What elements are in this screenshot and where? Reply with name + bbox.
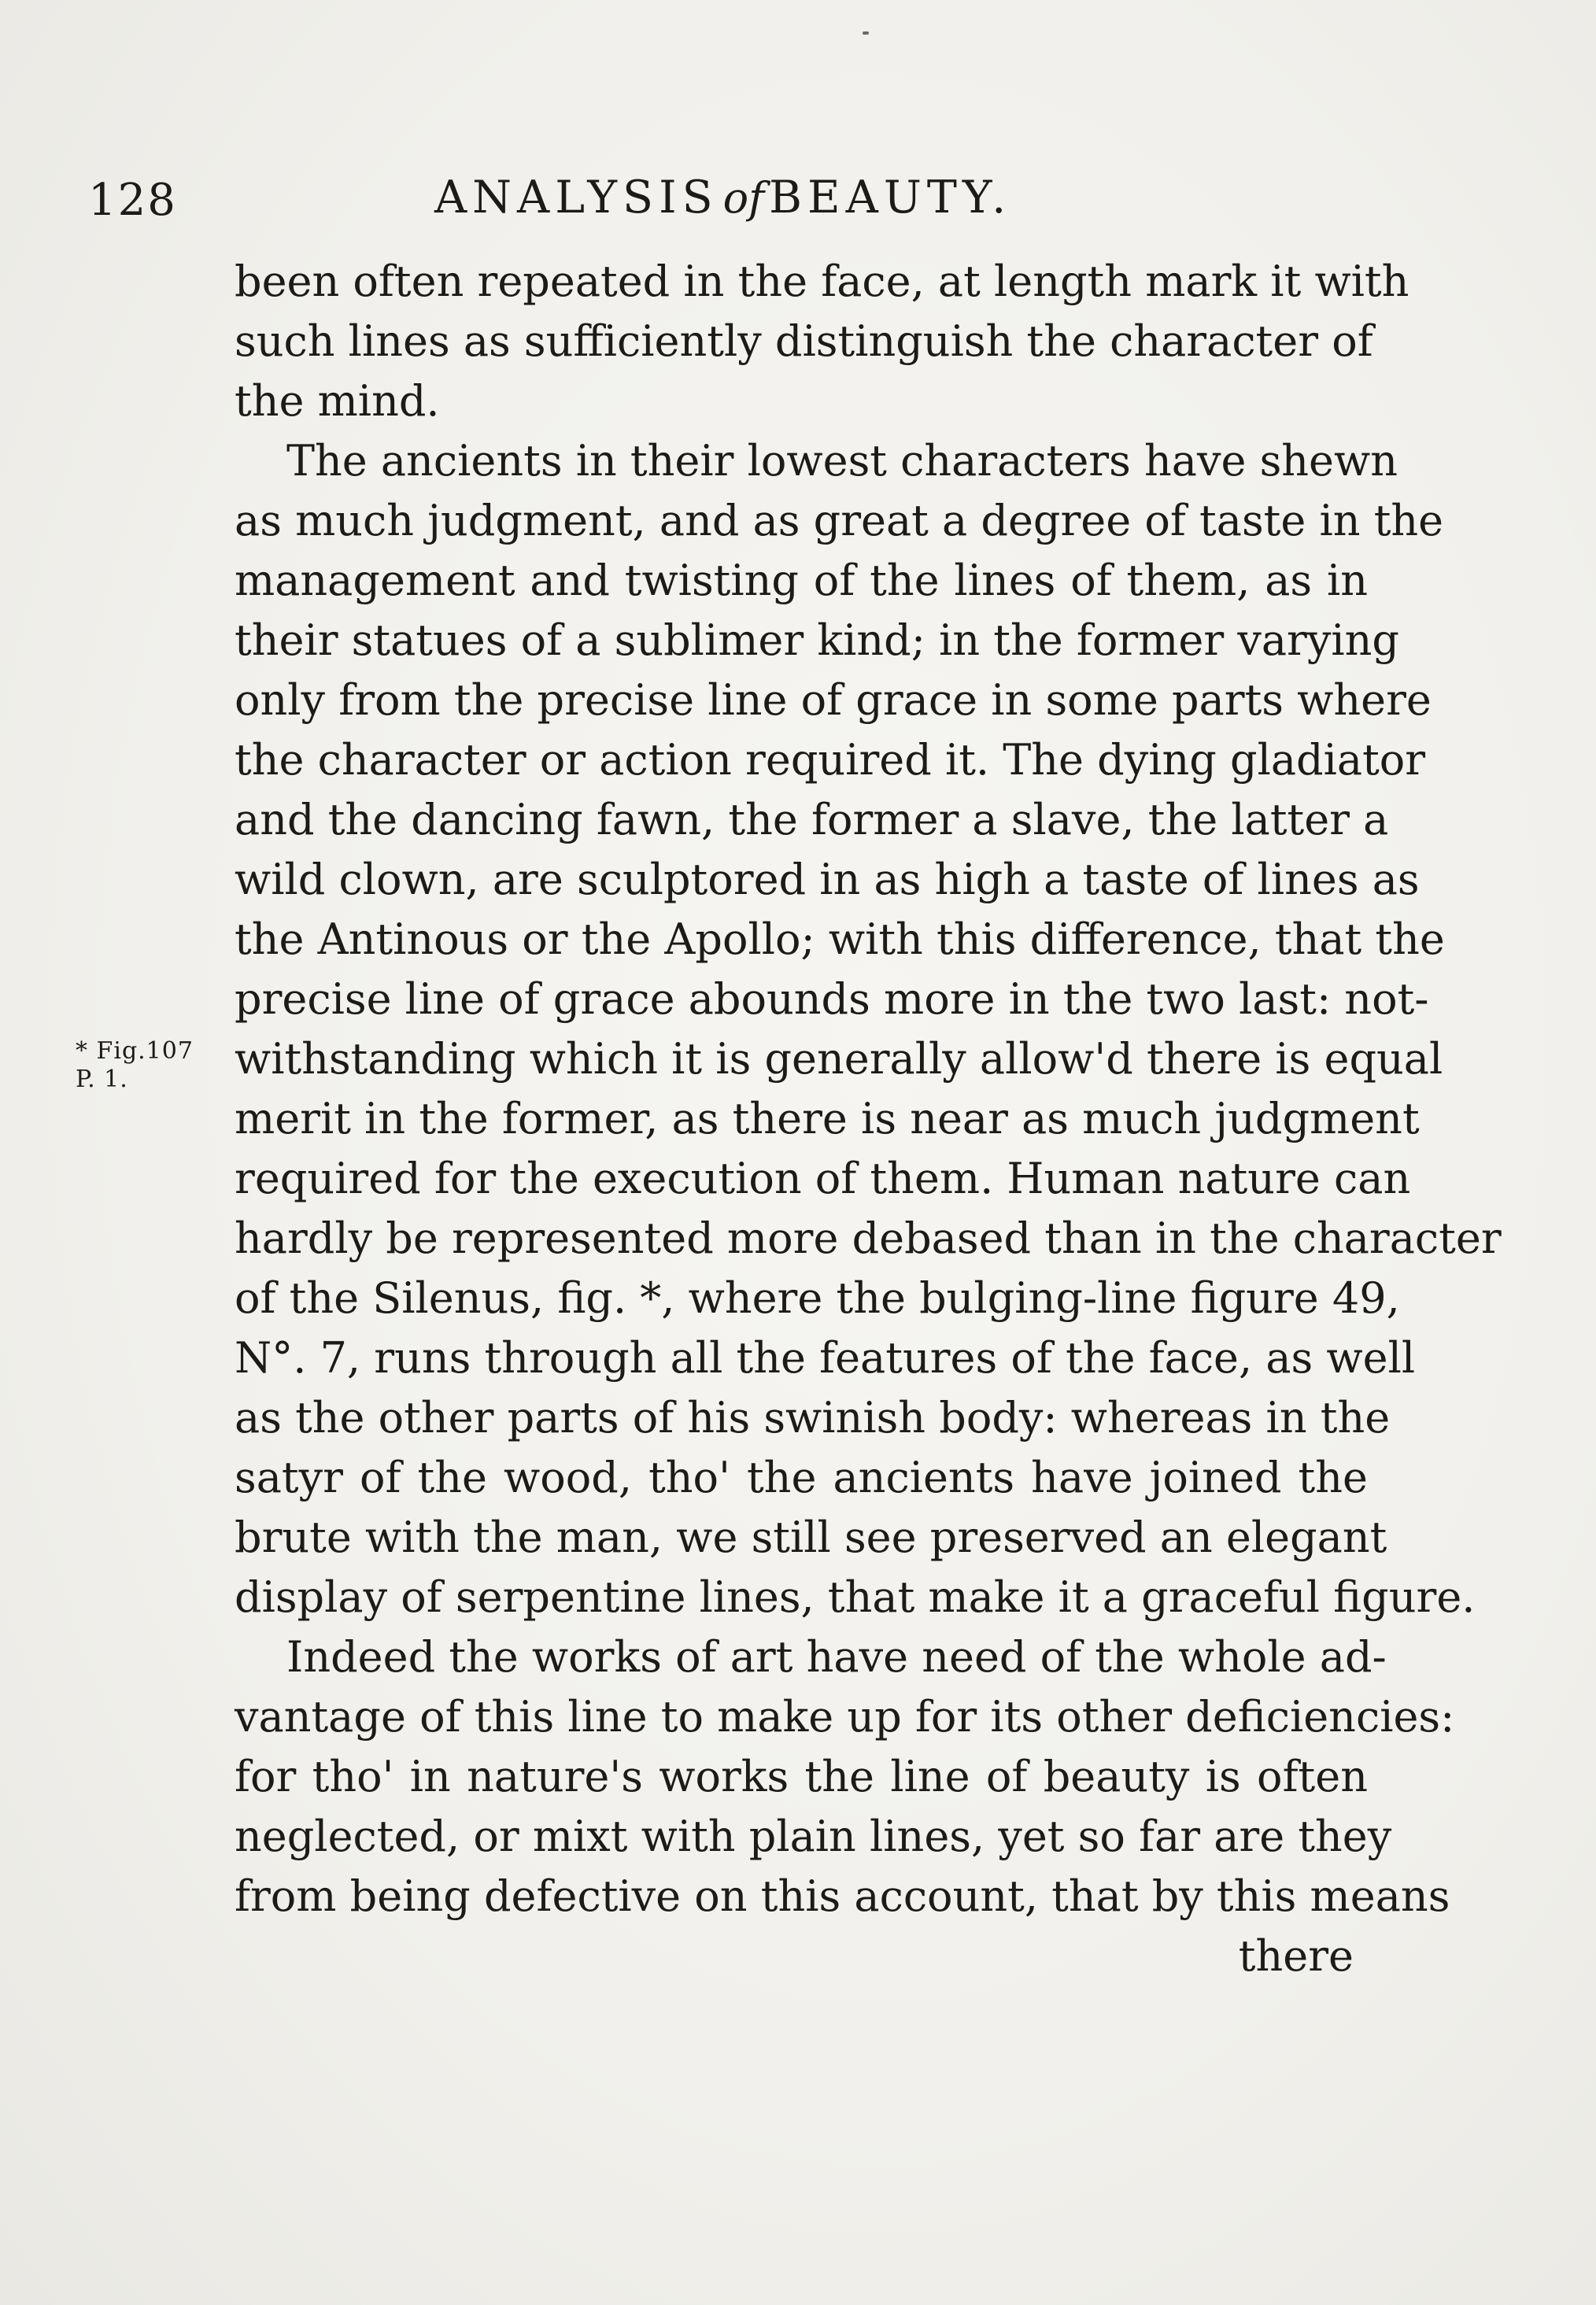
text-line: required for the execution of them. Human nature can [235,1154,1411,1203]
text-line: only from the precise line of grace in some parts where [235,675,1432,725]
text-line: as much judgment, and as great a degree of taste in the [235,496,1444,545]
margin-note-line-2: P. 1. [76,1066,128,1093]
text-line: the Antinous or the Apollo; with this difference, that the [235,914,1445,964]
running-head-analysis: ANALYSIS [434,172,719,223]
margin-note-figure-reference [76,1037,194,1094]
text-line: satyr of the wood, tho' the ancients have joined the [235,1453,1368,1502]
text-line: for tho' in nature's works the line of beauty is often [235,1752,1368,1801]
text-line: merit in the former, as there is near as much judgment [235,1094,1420,1143]
text-line: wild clown, are sculptored in as high a taste of lines as [235,855,1420,904]
text-line: from being defective on this account, that by this means [235,1871,1450,1921]
text-line: hardly be represented more debased than in the character [235,1213,1502,1263]
text-line: the mind. [235,376,440,426]
margin-note-line-1: * Fig.107 [76,1037,194,1065]
text-line: The ancients in their lowest characters have shewn [286,436,1398,486]
text-line: vantage of this line to make up for its other deficiencies: [235,1692,1455,1742]
text-line: precise line of grace abounds more in the two last: not- [235,974,1429,1024]
text-line: neglected, or mixt with plain lines, yet so far are they [235,1812,1392,1861]
text-line: the character or action required it. The dying gladiator [235,735,1426,785]
text-line: been often repeated in the face, at length mark it with [235,257,1409,306]
running-head-of: of [722,173,765,223]
text-line: Indeed the works of art have need of the whole ad- [286,1632,1387,1682]
text-line: display of serpentine lines, that make it a graceful figure. [235,1572,1476,1622]
catchword: there [1238,1931,1354,1981]
text-line: withstanding which it is generally allow'd there is equal [235,1034,1443,1084]
text-line: their statues of a sublimer kind; in the former varying [235,615,1399,665]
ink-speck [863,31,869,35]
running-head-beauty: BEAUTY. [769,172,1012,223]
page-number: 128 [88,175,177,226]
text-line: N°. 7, runs through all the features of the face, as well [235,1333,1416,1383]
text-line: management and twisting of the lines of them, as in [235,556,1368,605]
running-head [434,172,1011,223]
body-text [235,252,1502,1986]
text-line: brute with the man, we still see preserved an elegant [235,1513,1387,1562]
text-line: as the other parts of his swinish body: whereas in the [235,1393,1391,1442]
text-line: and the dancing fawn, the former a slave, the latter a [235,795,1389,844]
text-line: of the Silenus, fig. *, where the bulging-line figure 49, [235,1273,1400,1323]
text-line: such lines as sufficiently distinguish the character of [235,316,1373,366]
